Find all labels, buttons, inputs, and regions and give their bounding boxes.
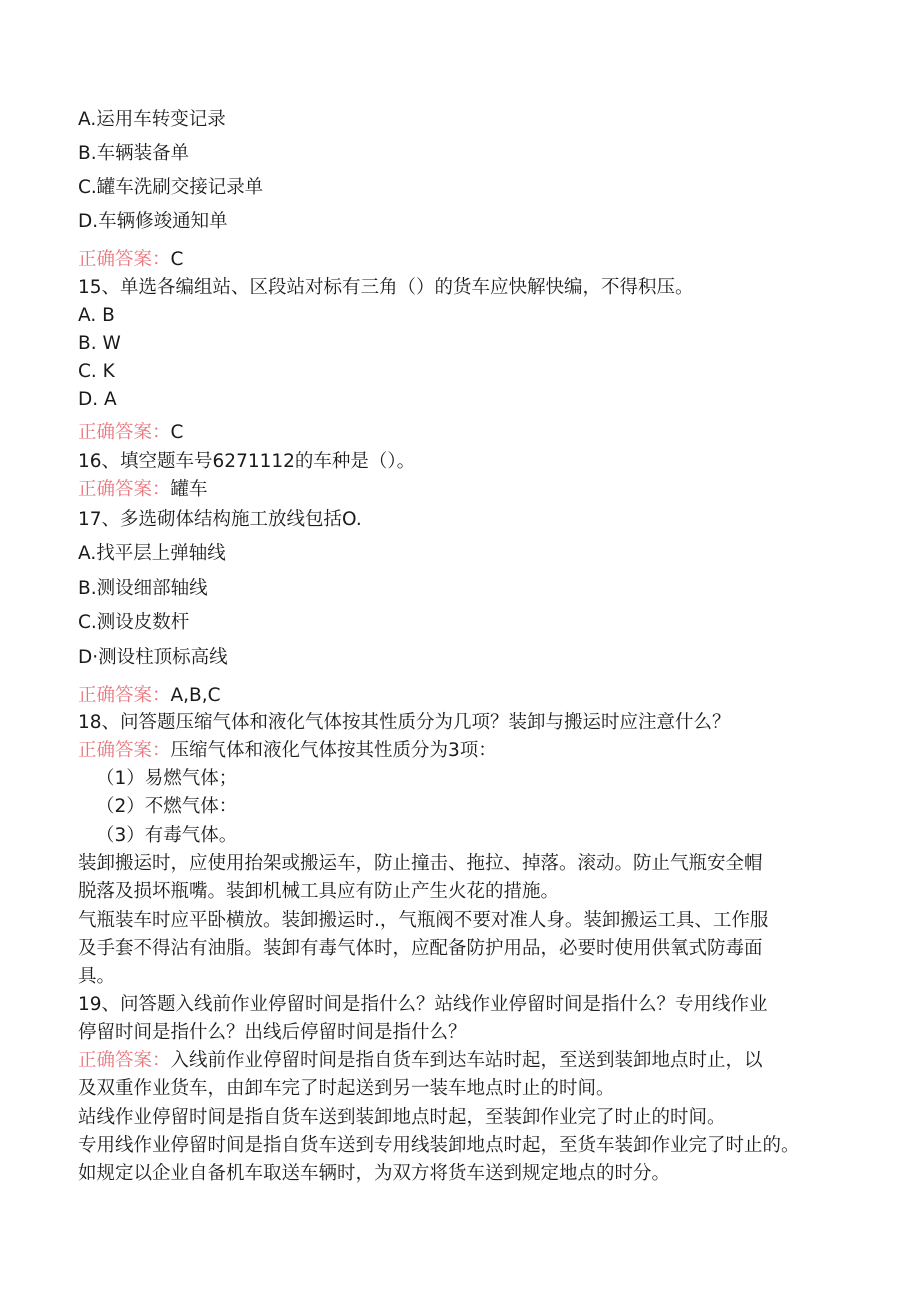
option-b: B.测设细部轴线 — [78, 578, 208, 599]
answer-line — [78, 478, 208, 502]
answer-label: 正确答案： — [78, 422, 171, 443]
answer-line — [78, 248, 183, 272]
answer-line — [78, 1049, 763, 1073]
answer-value: C — [170, 422, 184, 443]
option-d: D·测设柱顶标高线 — [78, 647, 228, 668]
option-d: D.车辆修竣通知单 — [78, 211, 228, 232]
question-16: 16、填空题车号6271112的车种是（）。 — [78, 451, 416, 472]
list-item: （2）不燃气体： — [96, 796, 238, 817]
paragraph-line: 专用线作业停留时间是指自货车送到专用线装卸地点时起，至货车装卸作业完了时止的。 — [78, 1135, 800, 1156]
paragraph-line: 及双重作业货车，由卸车完了时起送到另一装车地点时止的时间。 — [78, 1078, 615, 1099]
answer-line — [78, 421, 183, 445]
question-19: 19、问答题入线前作业停留时间是指什么？站线作业停留时间是指什么？专用线作业 — [78, 994, 768, 1015]
answer-line — [78, 684, 221, 708]
answer-text: 入线前作业停留时间是指自货车到达车站时起，至送到装卸地点时止，以 — [170, 1050, 763, 1071]
answer-label: 正确答案： — [78, 249, 171, 270]
option-a: A. B — [78, 305, 115, 326]
option-a: A.运用车转变记录 — [78, 109, 226, 130]
question-17: 17、多选砌体结构施工放线包括O. — [78, 509, 362, 530]
option-d: D. A — [78, 389, 117, 410]
list-item: （1）易燃气体； — [96, 768, 238, 789]
answer-value: A,B,C — [170, 685, 221, 706]
paragraph-line: 如规定以企业自备机车取送车辆时，为双方将货车送到规定地点的时分。 — [78, 1163, 671, 1184]
option-b: B. W — [78, 333, 121, 354]
question-19-cont: 停留时间是指什么？出线后停留时间是指什么？ — [78, 1022, 467, 1043]
answer-label: 正确答案： — [78, 479, 171, 500]
paragraph-line: 装卸搬运时，应使用抬架或搬运车，防止撞击、拖拉、掉落。滚动。防止气瓶安全帽 — [78, 853, 763, 874]
list-item: （3）有毒气体。 — [96, 825, 238, 846]
paragraph-line: 气瓶装车时应平卧横放。装卸搬运时.，气瓶阀不要对准人身。装卸搬运工具、工作服 — [78, 910, 769, 931]
option-c: C.罐车洗刷交接记录单 — [78, 177, 264, 198]
answer-label: 正确答案： — [78, 740, 171, 761]
paragraph-line: 站线作业停留时间是指自货车送到装卸地点时起，至装卸作业完了时止的时间。 — [78, 1107, 726, 1128]
paragraph-line: 脱落及损坏瓶嘴。装卸机械工具应有防止产生火花的措施。 — [78, 881, 560, 902]
paragraph-line: 及手套不得沾有油脂。装卸有毒气体时，应配备防护用品，必要时使用供氧式防毒面 — [78, 938, 763, 959]
answer-label: 正确答案： — [78, 1050, 171, 1071]
option-a: A.找平层上弹轴线 — [78, 543, 226, 564]
answer-value: 罐车 — [170, 479, 208, 500]
option-c: C.测设皮数杆 — [78, 612, 190, 633]
answer-value: C — [170, 249, 184, 270]
question-18: 18、问答题压缩气体和液化气体按其性质分为几项？装卸与搬运时应注意什么？ — [78, 712, 731, 733]
option-c: C. K — [78, 361, 115, 382]
answer-text: 压缩气体和液化气体按其性质分为3项： — [170, 740, 497, 761]
answer-line — [78, 739, 497, 763]
option-b: B.车辆装备单 — [78, 143, 190, 164]
answer-label: 正确答案： — [78, 685, 171, 706]
paragraph-line: 具。 — [78, 966, 116, 987]
question-15: 15、单选各编组站、区段站对标有三角（）的货车应快解快编，不得积压。 — [78, 277, 694, 298]
